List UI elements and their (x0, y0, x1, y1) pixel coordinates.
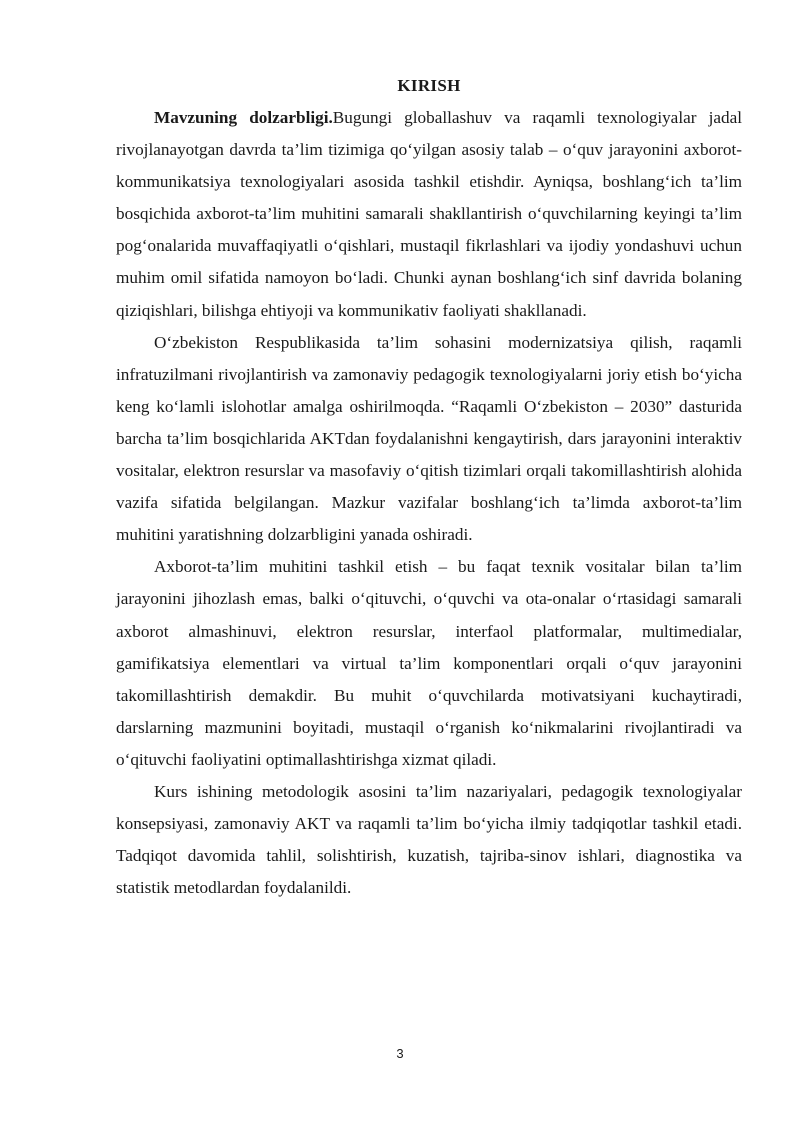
paragraph-lead-heading: Mavzuning dolzarbligi. (154, 108, 333, 127)
page-title: KIRISH (397, 76, 461, 95)
paragraph-reforms (116, 327, 742, 552)
document-body (116, 70, 742, 904)
paragraph-methodology (116, 776, 742, 904)
paragraph-relevance (116, 102, 742, 327)
paragraph-text: Axborot-ta’lim muhitini tashkil etish – bu faqat texnik vositalar bilan ta’lim jarayonini jihozlash emas, balki o‘qituvchi, o‘quvchi va ota-onalar o‘rtasidagi samarali axborot almashinuvi, elektron resurslar, interfaol platformalar, multimedialar, gamifikatsiya elementlari va virtual ta’lim komponentlari orqali o‘quv jarayonini takomillashtirish demakdir. Bu muhit o‘quvchilarda motivatsiyani kuchaytiradi, darslarning mazmunini boyitadi, mustaqil o‘rganish ko‘nikmalarini rivojlantiradi va o‘qituvchi faoliyatini optimallashtirishga xizmat qiladi. (116, 557, 742, 769)
paragraph-text: Bugungi globallashuv va raqamli texnologiyalar jadal rivojlanayotgan davrda ta’lim tizimiga qo‘yilgan asosiy talab – o‘quv jarayonini axborot-kommunikatsiya texnologiyalari asosida tashkil etishdir. Ayniqsa, boshlang‘ich ta’lim bosqichida axborot-ta’lim muhitini samarali shakllantirish o‘quvchilarning keyingi ta’lim pog‘onalarida muvaffaqiyatli o‘qishlari, mustaqil fikrlashlari va ijodiy yondashuvi uchun muhim omil sifatida namoyon bo‘ladi. Chunki aynan boshlang‘ich sinf davrida bolaning qiziqishlari, bilishga ehtiyoji va kommunikativ faoliyati shakllanadi. (116, 108, 742, 320)
paragraph-text: Kurs ishining metodologik asosini ta’lim nazariyalari, pedagogik texnologiyalar konsepsiyasi, zamonaviy AKT va raqamli ta’lim bo‘yicha ilmiy tadqiqotlar tashkil etadi. Tadqiqot davomida tahlil, solishtirish, kuzatish, tajriba-sinov ishlari, diagnostika va statistik metodlardan foydalanildi. (116, 781, 742, 898)
paragraph-environment (116, 551, 742, 776)
paragraph-text: O‘zbekiston Respublikasida ta’lim sohasini modernizatsiya qilish, raqamli infratuzilmani rivojlantirish va zamonaviy pedagogik texnologiyalarni joriy etish bo‘yicha keng ko‘lamli islohotlar amalga oshirilmoqda. “Raqamli O‘zbekiston – 2030” dasturida barcha ta’lim bosqichlarida AKTdan foydalanishni kengaytirish, dars jarayonini interaktiv vositalar, elektron resurslar va masofaviy o‘qitish tizimlari orqali takomillashtirish alohida vazifa sifatida belgilangan. Mazkur vazifalar boshlang‘ich ta’limda axborot-ta’lim muhitini yaratishning dolzarbligini yanada oshiradi. (116, 332, 742, 545)
page-number: 3 (396, 1046, 404, 1061)
